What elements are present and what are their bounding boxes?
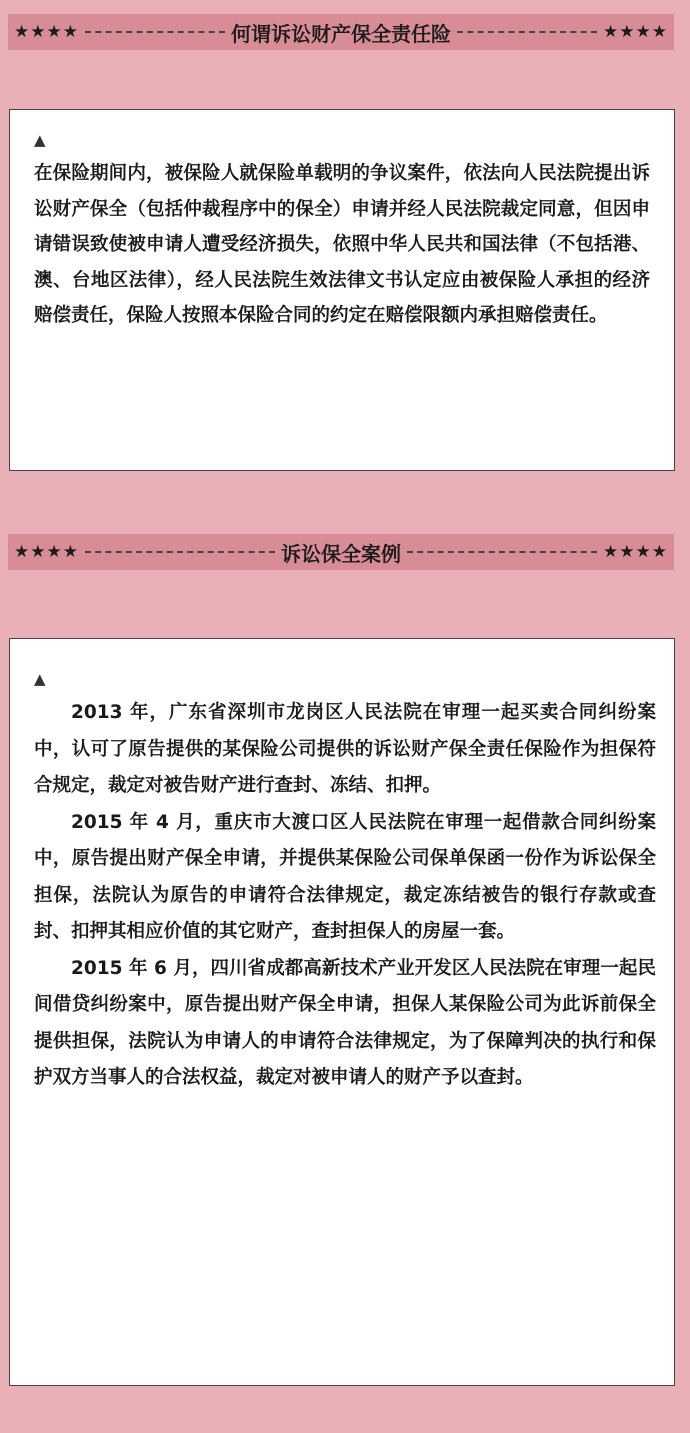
dashed-divider-left — [85, 31, 225, 33]
triangle-marker-icon: ▲ — [34, 131, 46, 149]
triangle-marker-icon: ▲ — [34, 670, 46, 688]
section-header-case-examples — [8, 534, 674, 570]
stars-decoration-right: ★★★★ — [603, 542, 668, 562]
cases-card — [9, 638, 675, 1386]
definition-card — [9, 109, 675, 471]
stars-decoration-left: ★★★★ — [14, 542, 79, 562]
dashed-divider-right — [407, 551, 597, 553]
dashed-divider-left — [85, 551, 275, 553]
dashed-divider-right — [457, 31, 597, 33]
case-paragraph: 2015 年 6 月，四川省成都高新技术产业开发区人民法院在审理一起民间借贷纠纷案中，原告提出财产保全申请，担保人某保险公司为此诉前保全提供担保，法院认为申请人的申请符合法律规定，为了保障判决的执行和保护双方当事人的合法权益，裁定对被申请人的财产予以查封。 — [34, 957, 656, 1088]
definition-paragraph: 在保险期间内，被保险人就保险单载明的争议案件，依法向人民法院提出诉讼财产保全（包括仲裁程序中的保全）申请并经人民法院裁定同意，但因申请错误致使被申请人遭受经济损失，依照中华人民共和国法律（不包括港、澳、台地区法律），经人民法院生效法律文书认定应由被保险人承担的经济赔偿责任，保险人按照本保险合同的约定在赔偿限额内承担赔偿责任。 — [34, 163, 650, 326]
section-title: 诉讼保全案例 — [281, 541, 401, 566]
case-paragraph: 2015 年 4 月，重庆市大渡口区人民法院在审理一起借款合同纠纷案中，原告提出财产保全申请，并提供某保险公司保单保函一份作为诉讼保全担保，法院认为原告的申请符合法律规定，裁定冻结被告的银行存款或查封、扣押其相应价值的其它财产，查封担保人的房屋一套。 — [34, 811, 656, 942]
case-paragraph: 2013 年，广东省深圳市龙岗区人民法院在审理一起买卖合同纠纷案中，认可了原告提供的某保险公司提供的诉讼财产保全责任保险作为担保符合规定，裁定对被告财产进行查封、冻结、扣押。 — [34, 702, 656, 796]
section-header-insurance-definition — [8, 14, 674, 50]
stars-decoration-right: ★★★★ — [603, 22, 668, 42]
section-title: 何谓诉讼财产保全责任险 — [231, 21, 451, 46]
stars-decoration-left: ★★★★ — [14, 22, 79, 42]
